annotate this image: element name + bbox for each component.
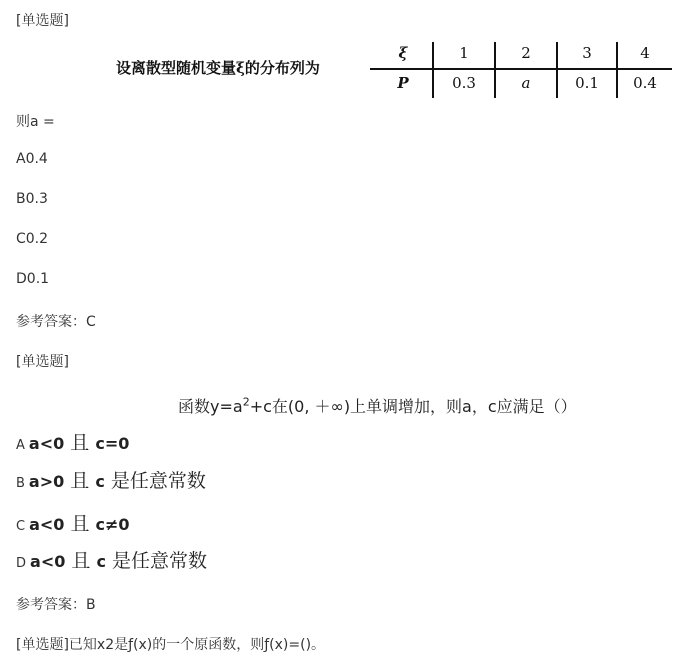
table-xi-cell: 4 [640,44,650,62]
table-prompt: 设离散型随机变量ξ的分布列为 [116,59,320,77]
table-column-divider [432,42,434,98]
option-expr: a<0 [30,552,66,571]
table-p-cell: a [521,74,531,92]
table-xi-cell: 3 [582,44,592,62]
option-letter: A [16,438,25,453]
option-b[interactable] [16,466,206,493]
stem-post: +c在(0, ＋∞)上单调增加，则a，c应满足（） [249,397,577,416]
table-xi-cell: 1 [459,44,469,62]
answer-reference: 参考答案：B [16,597,96,613]
table-p-cell: 0.1 [575,74,599,92]
question-text: [单选题]已知x2是ƒ(x)的一个原函数，则ƒ(x)=()。 [16,637,326,653]
answer-reference: 参考答案：C [16,314,96,330]
option-expr: a<0 [29,515,65,534]
option-a[interactable] [16,428,129,455]
table-xi-cell: 2 [521,44,531,62]
table-p-cell: 0.3 [452,74,476,92]
option-tail: 是任意常数 [104,470,206,492]
option-letter: C [16,519,26,534]
table-column-divider [556,42,558,98]
option-connector: 且 [64,432,96,454]
option-b[interactable]: B0.3 [16,191,48,207]
table-row-label-p: P [397,74,409,92]
option-c[interactable]: C0.2 [16,231,49,247]
option-connector: 且 [64,470,96,492]
table-lead-line [370,68,410,70]
option-d[interactable] [16,546,207,573]
option-expr2: c [95,472,105,491]
table-p-cell: 0.4 [633,74,657,92]
option-a[interactable]: A0.4 [16,151,48,167]
option-connector: 且 [65,550,97,572]
table-column-divider [494,42,496,98]
option-expr: a<0 [28,434,65,453]
option-expr2: c=0 [95,434,130,453]
question-type-tag: [单选题] [16,13,69,29]
question-type-tag: [单选题] [16,354,69,370]
option-tail: 是任意常数 [105,550,207,572]
option-c[interactable] [16,509,130,536]
option-expr: a>0 [28,472,65,491]
option-letter: D [16,556,27,571]
distribution-table-image [116,40,676,102]
table-row-label-xi: ξ [398,44,408,62]
table-divider [410,68,672,70]
question-text: 则a = [16,114,55,130]
option-connector: 且 [64,513,96,535]
option-d[interactable]: D0.1 [16,271,50,287]
stem-superscript: 2 [242,395,250,409]
option-expr2: c≠0 [95,515,130,534]
option-letter: B [16,476,25,491]
question-stem [178,394,577,417]
table-column-divider [616,42,618,98]
option-expr2: c [96,552,106,571]
stem-pre: 函数y=a [178,397,243,416]
